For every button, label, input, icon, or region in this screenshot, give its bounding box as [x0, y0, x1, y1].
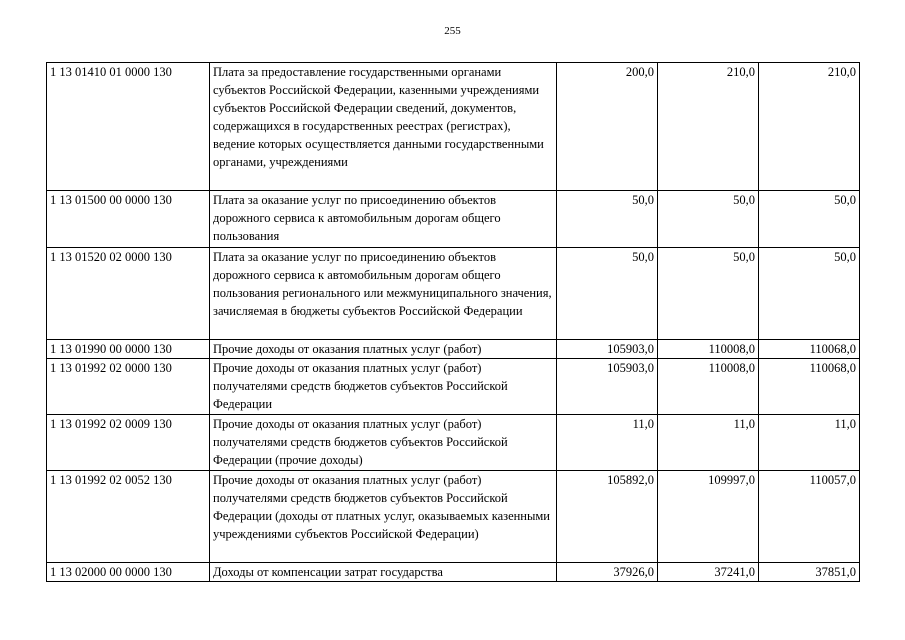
row-value-3: 50,0 — [759, 248, 860, 340]
row-name: Плата за оказание услуг по присоединению объектов дорожного сервиса к автомобильным дорогам общего пользования регионального или межмуниципального значения, зачисляемая в бюджеты субъектов Российской Федерации — [210, 248, 557, 340]
table-row — [47, 359, 860, 415]
row-name: Плата за предоставление государственными органами субъектов Российской Федерации, казенными учреждениями субъектов Российской Федерации сведений, документов, содержащихся в государственных реестрах (регистрах), ведение которых осуществляется данными государственными органами, учреждениями — [210, 63, 557, 191]
row-name: Прочие доходы от оказания платных услуг (работ) получателями средств бюджетов субъектов Российской Федерации — [210, 359, 557, 415]
row-value-3: 110057,0 — [759, 471, 860, 563]
row-code: 1 13 01992 02 0052 130 — [47, 471, 210, 563]
row-name: Плата за оказание услуг по присоединению объектов дорожного сервиса к автомобильным дорогам общего пользования — [210, 191, 557, 248]
revenue-table — [46, 62, 860, 582]
table-row — [47, 415, 860, 471]
row-value-2: 110008,0 — [658, 359, 759, 415]
table-row — [47, 471, 860, 563]
row-value-1: 11,0 — [557, 415, 658, 471]
table-row — [47, 191, 860, 248]
row-value-3: 110068,0 — [759, 340, 860, 359]
page-number: 255 — [444, 25, 461, 37]
row-name: Прочие доходы от оказания платных услуг (работ) получателями средств бюджетов субъектов Российской Федерации (прочие доходы) — [210, 415, 557, 471]
row-code: 1 13 01520 02 0000 130 — [47, 248, 210, 340]
row-value-3: 11,0 — [759, 415, 860, 471]
row-code: 1 13 01410 01 0000 130 — [47, 63, 210, 191]
row-code: 1 13 01500 00 0000 130 — [47, 191, 210, 248]
row-value-2: 50,0 — [658, 248, 759, 340]
row-code: 1 13 01990 00 0000 130 — [47, 340, 210, 359]
row-value-2: 37241,0 — [658, 563, 759, 582]
row-value-2: 210,0 — [658, 63, 759, 191]
row-value-3: 37851,0 — [759, 563, 860, 582]
row-value-3: 210,0 — [759, 63, 860, 191]
table-row — [47, 248, 860, 340]
row-value-2: 109997,0 — [658, 471, 759, 563]
row-value-1: 37926,0 — [557, 563, 658, 582]
row-value-2: 50,0 — [658, 191, 759, 248]
row-value-1: 200,0 — [557, 63, 658, 191]
row-value-1: 50,0 — [557, 248, 658, 340]
row-name: Прочие доходы от оказания платных услуг (работ) — [210, 340, 557, 359]
row-value-2: 110008,0 — [658, 340, 759, 359]
row-value-1: 50,0 — [557, 191, 658, 248]
row-name: Прочие доходы от оказания платных услуг (работ) получателями средств бюджетов субъектов Российской Федерации (доходы от платных услуг, оказываемых казенными учреждениями субъектов Российской Федерации) — [210, 471, 557, 563]
table-row — [47, 340, 860, 359]
row-value-1: 105903,0 — [557, 359, 658, 415]
row-name: Доходы от компенсации затрат государства — [210, 563, 557, 582]
row-code: 1 13 01992 02 0009 130 — [47, 415, 210, 471]
row-value-3: 110068,0 — [759, 359, 860, 415]
row-value-3: 50,0 — [759, 191, 860, 248]
row-value-1: 105892,0 — [557, 471, 658, 563]
row-value-2: 11,0 — [658, 415, 759, 471]
table-row — [47, 563, 860, 582]
row-value-1: 105903,0 — [557, 340, 658, 359]
table-row — [47, 63, 860, 191]
row-code: 1 13 01992 02 0000 130 — [47, 359, 210, 415]
row-code: 1 13 02000 00 0000 130 — [47, 563, 210, 582]
